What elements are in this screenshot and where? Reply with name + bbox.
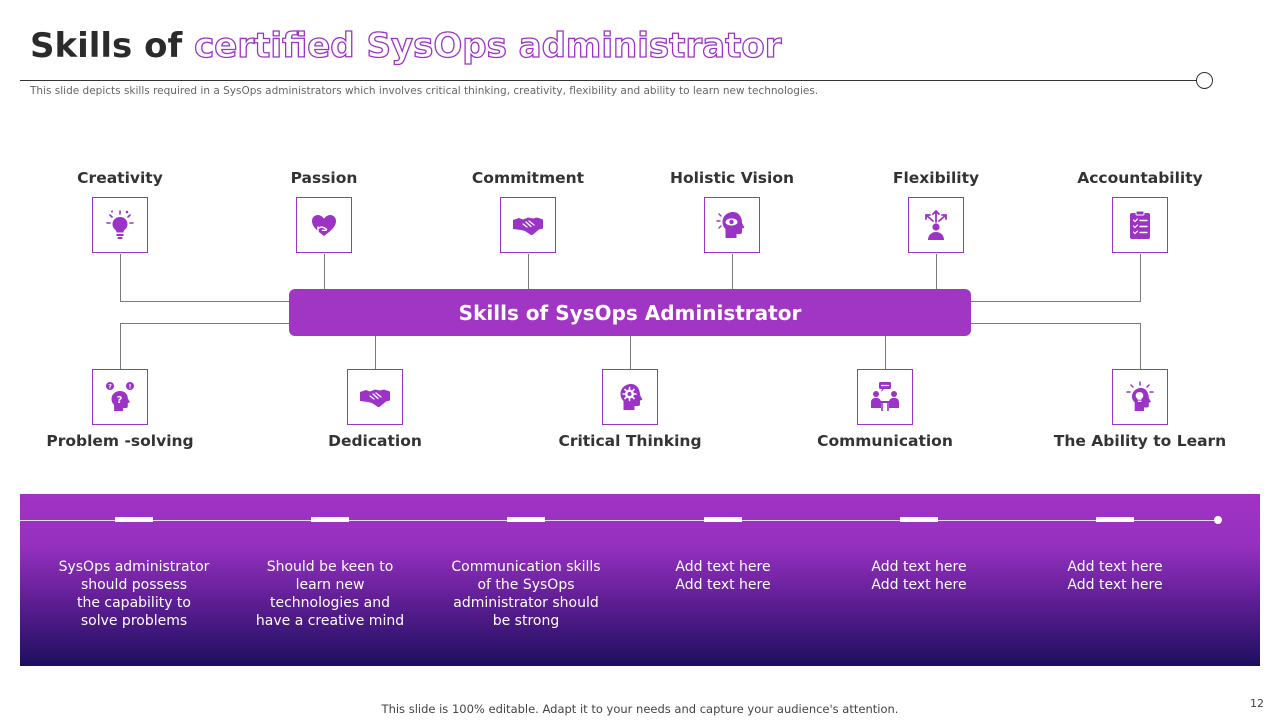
column-line: Add text here [871,559,967,575]
band-timeline-line [20,520,1218,521]
band-marker [115,517,153,522]
column-text-5 [839,558,999,594]
svg-text:?: ? [116,395,123,406]
column-text-6 [1035,558,1195,594]
head-question-icon [103,380,137,414]
skill-box-critical-thinking [602,369,658,425]
skill-box-holistic-vision [704,197,760,253]
column-line: administrator should [453,595,599,611]
band-marker [507,517,545,522]
band-timeline-end-dot [1214,516,1222,524]
skill-box-creativity [92,197,148,253]
column-line: of the SysOps [477,577,575,593]
skill-box-commitment [500,197,556,253]
page-number: 12 [1250,697,1264,710]
head-bulb-icon [1123,380,1157,414]
column-line: Add text here [871,577,967,593]
column-line: SysOps administrator [58,559,210,575]
skill-box-ability-to-learn [1112,369,1168,425]
column-line: solve problems [80,613,188,629]
column-text-3 [446,558,606,630]
skill-box-problem-solving [92,369,148,425]
handshake-icon [358,380,392,414]
people-talking-icon [868,380,902,414]
skill-label-critical-thinking: Critical Thinking [558,432,702,450]
slide-subtitle: This slide depicts skills required in a SysOps administrators which involves critical thinking, creativity, flexibility and ability to learn new technologies. [30,85,819,97]
skill-label-problem-solving: Problem -solving [46,432,194,450]
column-text-4 [643,558,803,594]
skill-box-passion [296,197,352,253]
column-line: Add text here [1067,559,1163,575]
band-marker [704,517,742,522]
column-line: have a creative mind [255,613,405,629]
column-line: Add text here [1067,577,1163,593]
svg-text:!: ! [128,382,132,391]
person-arrows-icon [919,208,953,242]
column-line: learn new [295,577,365,593]
skill-label-flexibility: Flexibility [892,169,980,187]
column-line: the capability to [76,595,191,611]
skill-box-dedication [347,369,403,425]
band-marker [900,517,938,522]
column-line: be strong [492,613,560,629]
slide-footer-note: This slide is 100% editable. Adapt it to your needs and capture your audience's attention. [381,702,899,716]
title-plain: Skills of [30,26,195,66]
column-line: Communication skills [451,559,601,575]
skill-box-communication [857,369,913,425]
column-line: Add text here [675,577,771,593]
band-marker [311,517,349,522]
head-gear-icon [613,380,647,414]
skill-label-communication: Communication [817,432,953,450]
skill-label-commitment: Commitment [471,169,585,187]
band-marker [1096,517,1134,522]
title-outlined: certified SysOps administrator [194,26,782,66]
skill-label-accountability: Accountability [1077,169,1203,187]
column-line: technologies and [269,595,391,611]
skill-label-ability-to-learn: The Ability to Learn [1053,432,1227,450]
lightbulb-idea-icon [103,208,137,242]
svg-text:?: ? [108,382,112,391]
column-text-1 [54,558,214,630]
column-text-2 [250,558,410,630]
column-line: Should be keen to [266,559,394,575]
skill-box-flexibility [908,197,964,253]
skill-label-creativity: Creativity [77,169,163,187]
heart-hand-icon [307,208,341,242]
column-line: should possess [80,577,188,593]
head-eye-icon [715,208,749,242]
skill-label-dedication: Dedication [328,432,422,450]
handshake-icon [511,208,545,242]
skill-label-holistic-vision: Holistic Vision [669,169,795,187]
skill-label-passion: Passion [290,169,358,187]
column-line: Add text here [675,559,771,575]
clipboard-checklist-icon [1123,208,1157,242]
center-skills-bar: Skills of SysOps Administrator [289,289,971,336]
skill-box-accountability [1112,197,1168,253]
